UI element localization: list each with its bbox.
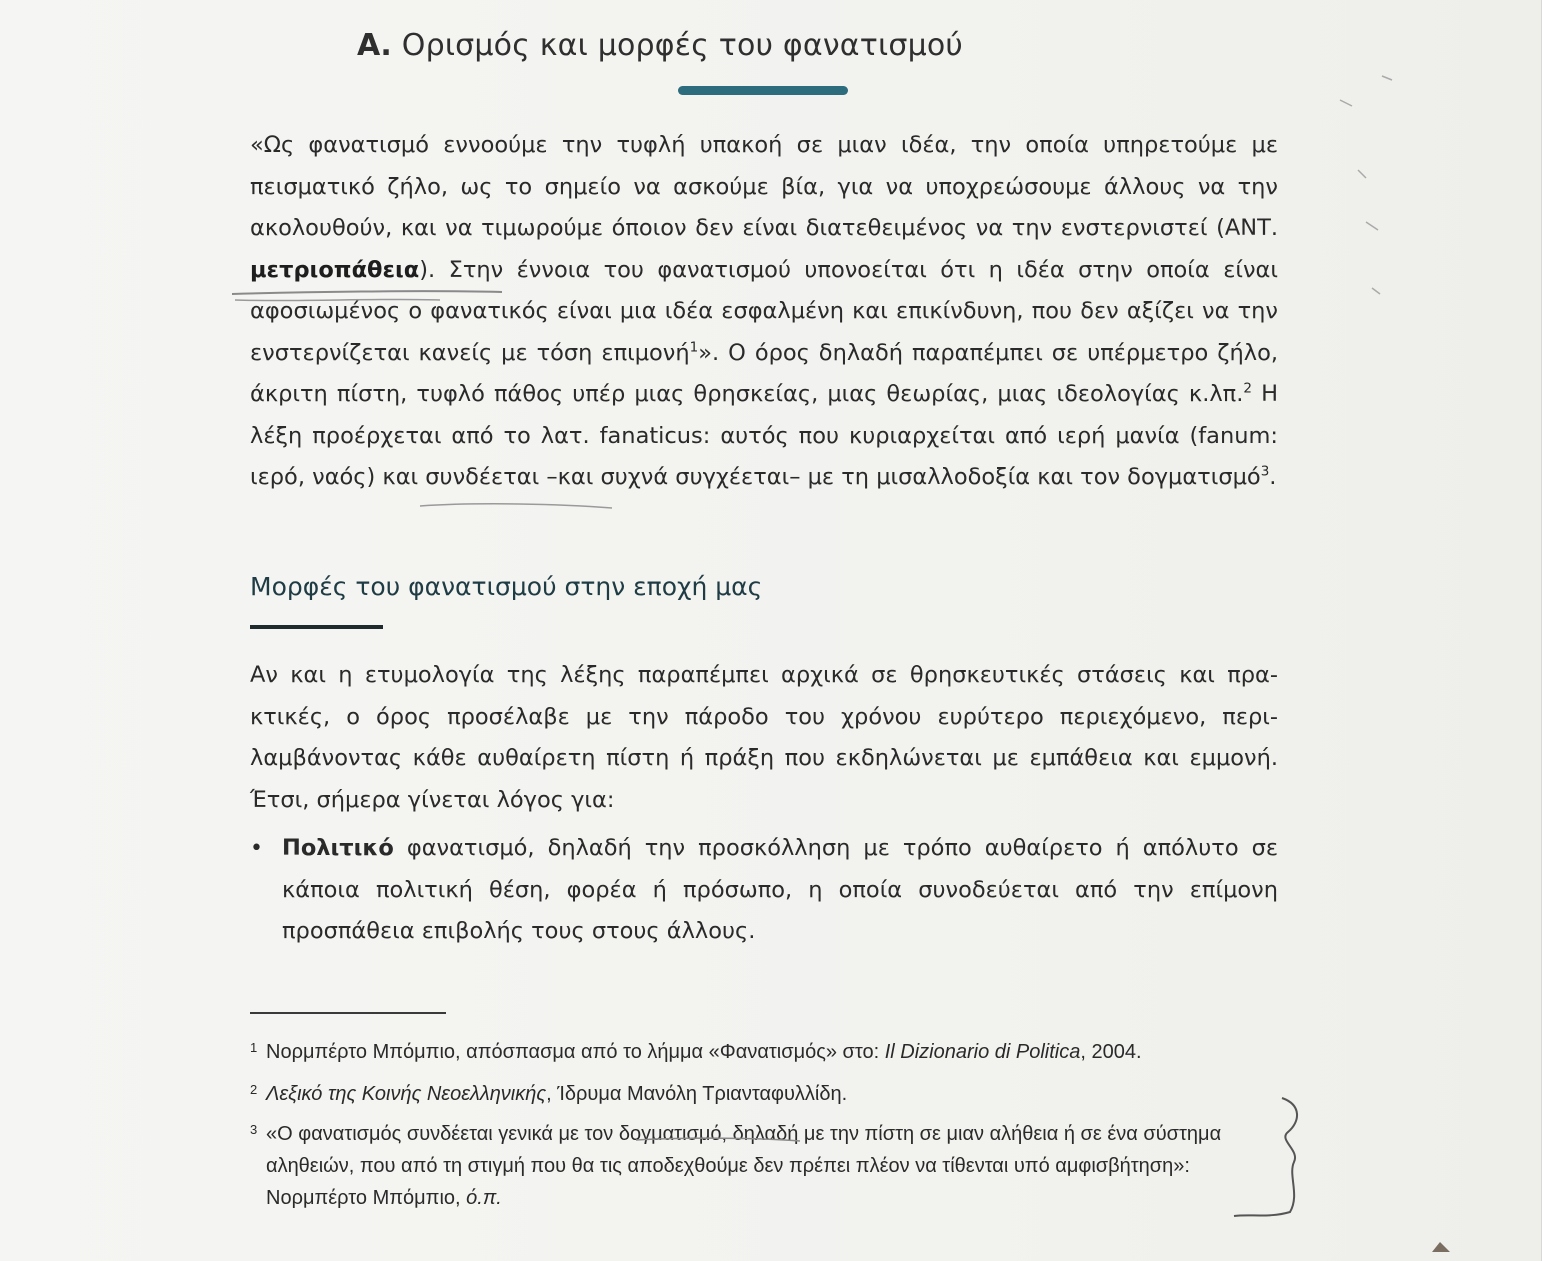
footnote-ref-1[interactable]: 1: [689, 339, 699, 355]
footnote-number: 3: [250, 1122, 258, 1137]
paragraph-text: ». Ο όρος δηλαδή παραπέμπει σε υπέρμετρο ζήλο, άκριτη πίστη, τυφλό πάθος υπέρ μιας θρησκείας, μιας θεωρίας, μιας ιδεολογίας κ.λπ.: [250, 339, 1278, 407]
footnote-ref-3[interactable]: 3: [1260, 463, 1270, 480]
footnote-ref-2[interactable]: 2: [1243, 380, 1252, 397]
footnote-title: ό.π.: [466, 1187, 502, 1209]
paragraph-text: «Ως φανατισμό εννοούμε την τυφλή υπακοή σε μιαν ιδέα, την οποία υπηρετούμε με πεισματικό ζήλο, ως το σημείο να ασκούμε βία, για να υποχρεώσουμε άλλους να την ακολουθούν, και να τιμωρούμε όποιον δεν είναι διατεθειμένος να την ενστερνιστεί (ΑΝΤ.: [250, 132, 1278, 241]
definition-paragraph: [250, 125, 1278, 499]
subsection-underline: [250, 625, 383, 629]
section-letter: Α.: [357, 28, 393, 63]
bullet-text: [282, 828, 1278, 953]
pencil-specks: [1340, 76, 1392, 294]
bullet-bold-term: Πολιτικό: [282, 835, 394, 861]
footnote-body: Νορμπέρτο Μπόμπιο, απόσπασμα από το λήμμα «Φανατισμός» στο:: [266, 1041, 885, 1063]
footnote-title: Il Dizionario di Politica: [884, 1041, 1081, 1063]
subsection-title: Μορφές του φανατισμού στην εποχή μας: [250, 572, 763, 601]
title-accent-bar: [678, 86, 848, 95]
paragraph-text: Η λέξη προέρχεται από το λατ. fanaticus: αυτός που κυριαρχείται από ιερή μανία (fanum: ιερό, ναός) και συνδέεται –και συχνά συγχέεται– με τη μισαλλοδοξία και τον δογματισμό: [250, 381, 1278, 490]
paragraph-text: .: [1269, 464, 1277, 490]
footnote-2: [250, 1078, 1280, 1110]
footnote-text: [266, 1118, 1280, 1214]
footnote-number: 2: [250, 1082, 258, 1097]
footnote-end: , Ίδρυμα Μανόλη Τριανταφυλλίδη.: [546, 1083, 848, 1105]
footnote-text: [266, 1078, 1280, 1110]
paragraph-text: ). Στην έννοια του φανατισμού υπονοείται ότι η ιδέα στην οποία είναι αφοσιωμένος ο φανατικός είναι μια ιδέα εσφαλμένη και επικίνδυνη, που δεν αξίζει να την ενστερνίζεται κανείς με τόση επιμονή: [250, 256, 1278, 366]
bullet-icon: •: [250, 836, 263, 861]
bold-term: μετριοπάθεια: [250, 256, 420, 283]
footnote-1: [250, 1036, 1280, 1068]
footnote-title: Λεξικό της Κοινής Νεοελληνικής: [266, 1083, 547, 1105]
footnote-end: , 2004.: [1080, 1041, 1142, 1063]
pencil-underline-3: [420, 504, 612, 508]
corner-mark: [1432, 1242, 1450, 1252]
footnote-divider: [250, 1012, 446, 1014]
footnote-number: 1: [250, 1040, 258, 1055]
section-title-text: Ορισμός και μορφές του φανατισμού: [401, 28, 963, 63]
forms-paragraph: Αν και η ετυμολογία της λέξης παραπέμπει αρχικά σε θρησκευτικές στάσεις και πρακτικές, ο όρος προσέλαβε με την πάροδο του χρόνου ευρύτερο περιεχόμενο, περιλαμβάνοντας κάθε αυθαίρετη πίστη ή πράξη που εκδηλώνεται με εμπάθεια και εμμονή. Έτσι, σήμερα γίνεται λόγος για:: [250, 662, 1278, 813]
page-edge: [1541, 0, 1548, 1261]
section-title: [300, 28, 1020, 63]
bullet-body: φανατισμό, δηλαδή την προσκόλληση με τρόπο αυθαίρετο ή απόλυτο σε κάποια πολιτική θέση, φορέα ή πρόσωπο, η οποία συνοδεύεται από την επίμονη προσπάθεια επιβολής τους στους άλλους.: [282, 835, 1278, 944]
footnote-body: «Ο φανατισμός συνδέεται γενικά με τον δογματισμό, δηλαδή με την πίστη σε μιαν αλήθεια ή σε ένα σύστημα αληθειών, που από τη στιγμή που θα τις αποδεχθούμε δεν πρέπει πλέον να τίθενται υπό αμφισβήτηση»: Νορμπέρτο Μπόμπιο,: [266, 1123, 1222, 1209]
footnote-text: [266, 1036, 1280, 1068]
footnote-3: [250, 1118, 1280, 1214]
